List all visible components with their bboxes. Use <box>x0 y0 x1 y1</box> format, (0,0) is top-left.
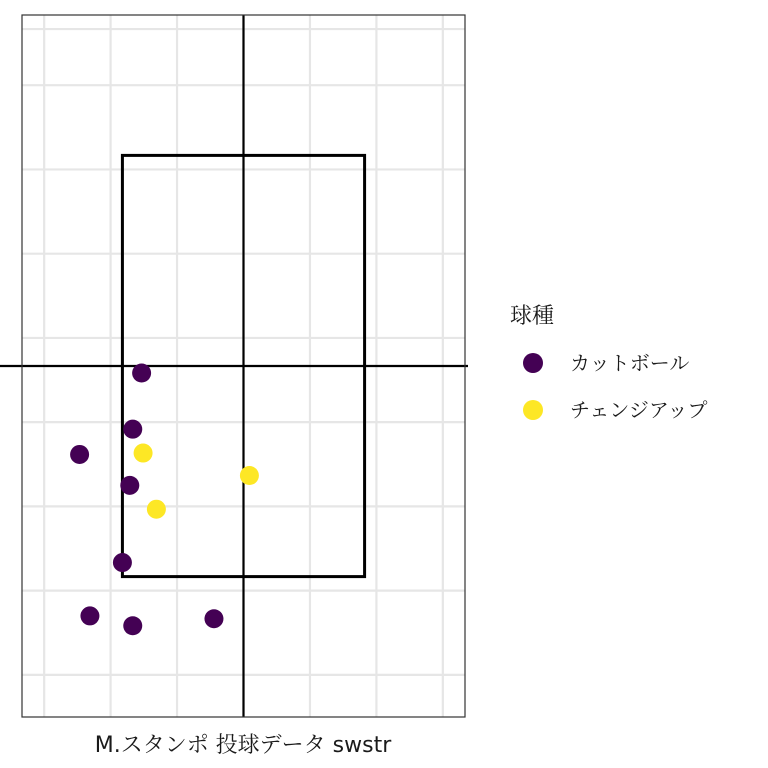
x-axis-label: M.スタンポ 投球データ swstr <box>94 733 392 758</box>
data-point-series0-7 <box>204 609 223 628</box>
legend-swatch-changeup <box>523 400 543 420</box>
legend-label-cutball: カットボール <box>570 351 690 375</box>
legend-swatch-cutball <box>523 353 543 373</box>
data-point-series0-2 <box>70 445 89 464</box>
legend <box>510 304 708 422</box>
data-point-series1-2 <box>240 466 259 485</box>
data-point-series0-6 <box>123 616 142 635</box>
legend-label-changeup: チェンジアップ <box>570 398 708 422</box>
data-point-series0-4 <box>113 553 132 572</box>
data-point-series1-1 <box>147 500 166 519</box>
data-point-series0-0 <box>132 364 151 383</box>
legend-title: 球種 <box>510 304 555 329</box>
data-point-series0-5 <box>80 606 99 625</box>
data-point-series1-0 <box>134 444 153 463</box>
data-point-series0-3 <box>120 476 139 495</box>
data-point-series0-1 <box>123 420 142 439</box>
